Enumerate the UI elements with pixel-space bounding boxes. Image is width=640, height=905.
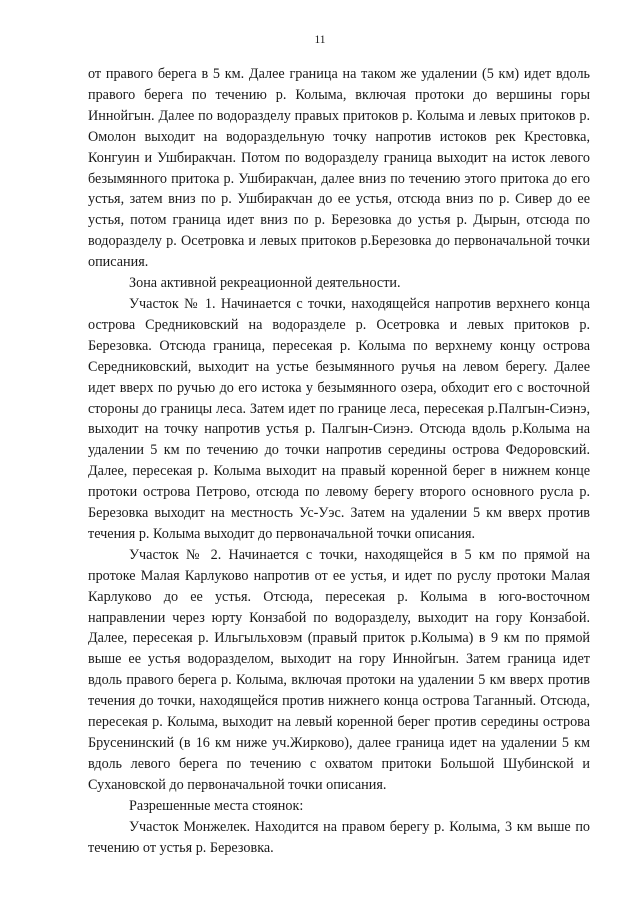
page-number: 11 [314, 34, 326, 46]
paragraph-plot-2: Участок № 2. Начинается с точки, находящейся в 5 км по прямой на протоке Малая Карлуково напротив от ее устья, и идет по руслу протоки Малая Карлуково до ее устья. Отсюда, пересекая р. Колыма в юго-восточном направлении через юрту Конзабой по водоразделу, выходит на гору Конзабой. Далее, пересекая р. Ильгыльховэм (правый приток р.Колыма) в 9 км по прямой выше ее устья водоразделом, выходит на гору Иннойгын. Затем граница идет вдоль правого берега р. Колыма, включая протоки на удалении 5 км вверх против течения до точки, находящейся против нижнего конца острова Таганный. Отсюда, пересекая р. Колыма, выходит на левый коренной берег против середины острова Брусенинский (в 16 км ниже уч.Жирково), далее граница идет на удалении 5 км вдоль левого берега по течению с охватом притоки Большой Шубинской и Сухановской до первоначальной точки описания. [88, 546, 590, 793]
section-heading-allowed-camp-sites: Разрешенные места стоянок: [129, 797, 304, 814]
paragraph-monzhelek-site: Участок Монжелек. Находится на правом берегу р. Колыма, 3 км выше по течению от устья р. Березовка. [88, 818, 590, 856]
paragraph-plot-1: Участок № 1. Начинается с точки, находящейся напротив верхнего конца острова Средниковский на водоразделе р. Осетровка и левых притоков р. Березовка. Отсюда граница, пересекая р. Колыма по верхнему концу острова Середниковский, выходит на устье безымянного ручья на левом берегу. Далее идет вверх по ручью до его истока у безымянного озера, обходит его с восточной стороны до границы леса. Затем идет по границе леса, пересекая р.Палгын-Сиэнэ, выходит на точку напротив устья р. Палгын-Сиэнэ. Отсюда вдоль р.Колыма на удалении 5 км по течению до точки напротив середины острова Федоровский. Далее, пересекая р. Колыма выходит на правый коренной берег в нижнем конце протоки острова Петрово, отсюда по левому берегу второго основного русла р. Березовка выходит на местность Ус-Уэс. Затем на удалении 5 км вверх против течения р. Колыма выходит до первоначальной точки описания. [88, 295, 590, 542]
paragraph-border-description: от правого берега в 5 км. Далее граница на таком же удалении (5 км) идет вдоль правого берега по течению р. Колыма, включая протоки до вершины горы Иннойгын. Далее по водоразделу правых притоков р. Колыма и левых притоков р. Омолон выходит на водораздельную точку напротив истоков рек Крестовка, Конгуин и Ушбиракчан. Потом по водоразделу граница выходит на исток левого безымянного притока р. Ушбиракчан, далее вниз по течению этого притока до его устья, затем вниз по р. Ушбиракчан до ее устья, отсюда вниз по р. Сивер до ее устья, потом граница идет вниз по р. Березовка до устья р. Дырын, отсюда по водоразделу р. Осетровка и левых притоков р.Березовка до первоначальной точки описания. [88, 66, 590, 271]
document-body [88, 64, 590, 858]
section-heading-active-recreation-zone: Зона активной рекреационной деятельности. [129, 275, 401, 292]
